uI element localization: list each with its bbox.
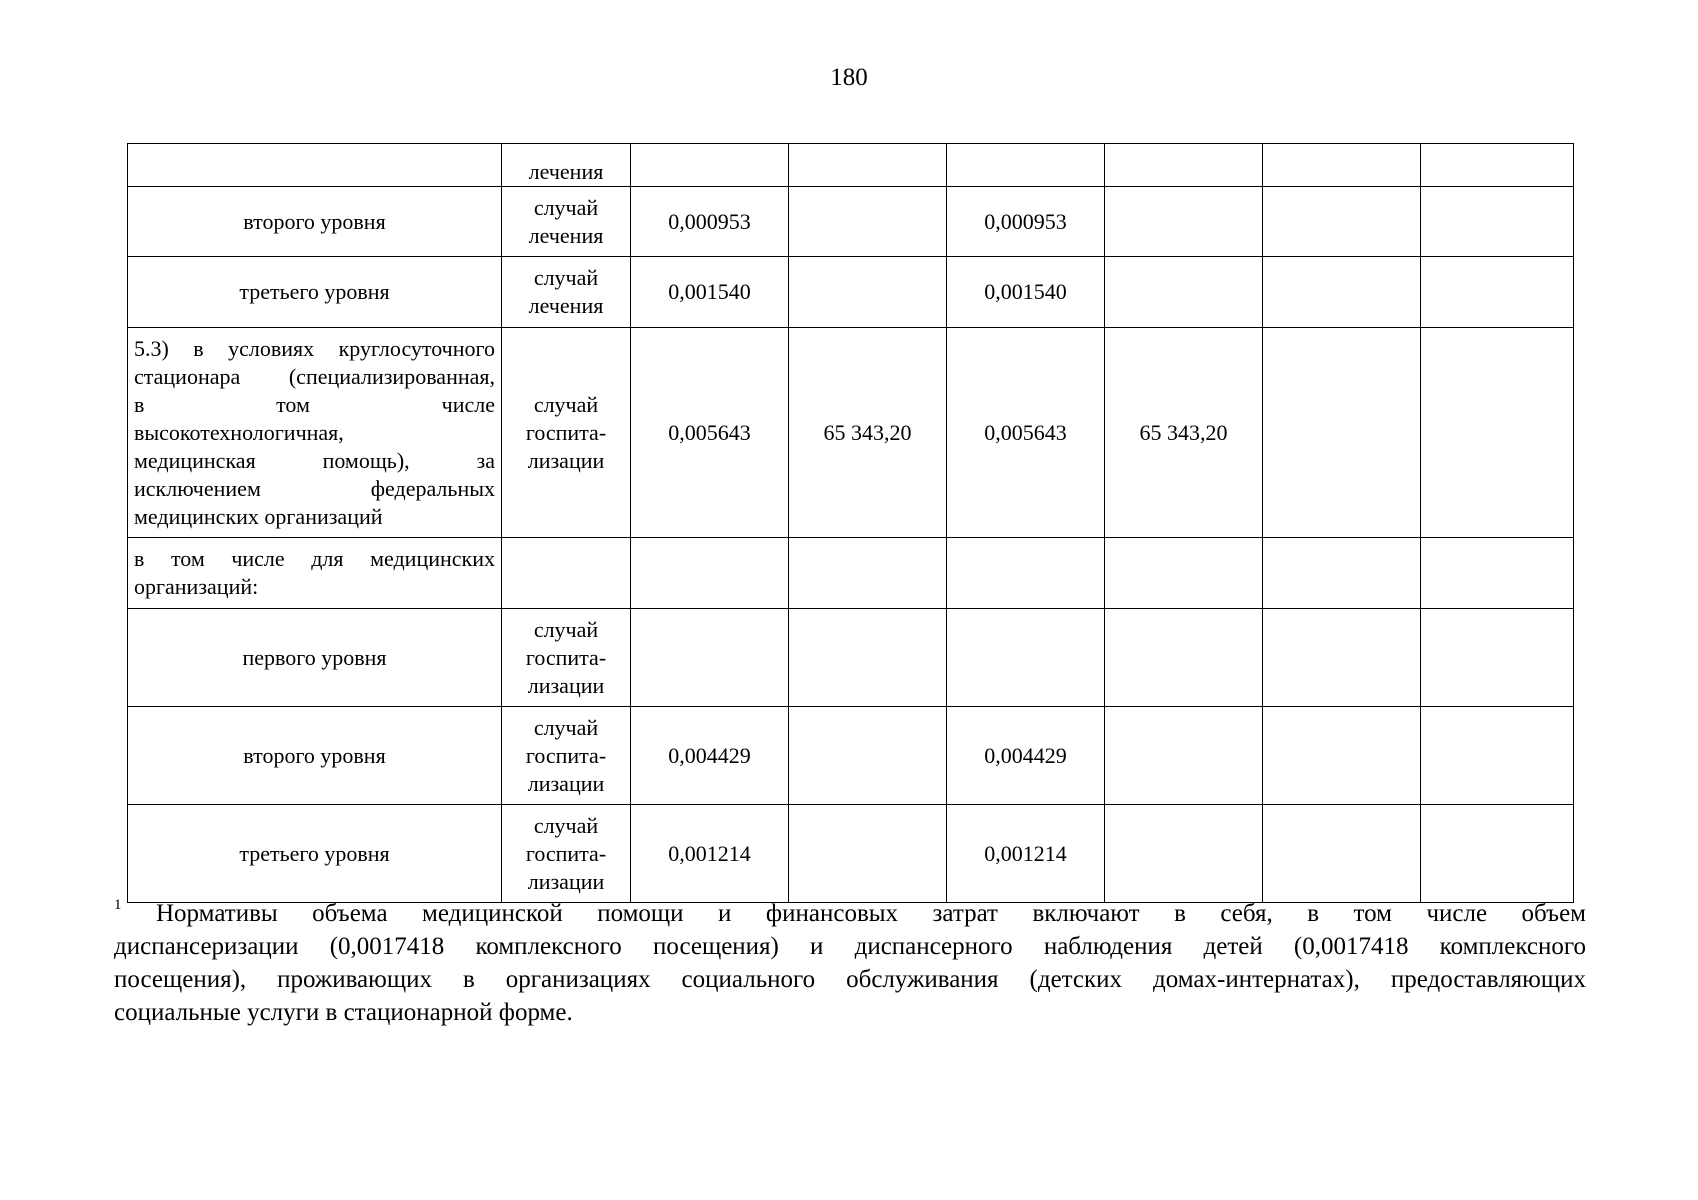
row-name-cell: третьего уровня [128,257,502,328]
unit-cell [502,187,631,257]
table-row [128,257,1574,328]
value-cell [1421,707,1574,805]
row-name-line: организаций: [134,574,259,599]
value-cell [631,609,789,707]
norms-table [127,143,1574,903]
value-cell: 0,001214 [631,805,789,903]
value-cell [789,187,947,257]
value-cell: 0,000953 [947,187,1105,257]
row-name-line: исключением федеральных [134,475,495,501]
footnote-line: посещения), проживающих в организациях социального обслуживания (детских домах-интернатах), предоставляющих [114,966,1586,993]
unit-cell [502,707,631,805]
value-cell [789,538,947,609]
value-cell [789,144,947,187]
footnote-line: социальные услуги в стационарной форме. [114,999,573,1026]
value-cell [789,707,947,805]
unit-text: случай [533,616,599,642]
footnote-line: диспансеризации (0,0017418 комплексного посещения) и диспансерного наблюдения детей (0,0017418 комплексного [114,933,1586,960]
unit-text: лечения [528,293,604,318]
value-cell: 0,000953 [631,187,789,257]
value-cell [1421,187,1574,257]
value-cell [1105,609,1263,707]
table-row [128,187,1574,257]
row-name-line: в том числе для медицинских [134,546,495,571]
row-name-cell: третьего уровня [128,805,502,903]
value-cell [789,609,947,707]
value-cell [1105,257,1263,328]
page-number: 180 [830,64,868,91]
value-cell: 0,005643 [947,328,1105,538]
unit-cell [502,805,631,903]
row-name-cell: второго уровня [128,187,502,257]
value-cell [1263,609,1421,707]
unit-text: лизации [527,868,605,894]
table-row [128,805,1574,903]
row-name-line: стационара (специализированная, [134,363,495,389]
unit-cell [502,328,631,538]
value-cell [1263,707,1421,805]
value-cell [947,144,1105,187]
table-row [128,707,1574,805]
row-name-line: в том числе [134,391,495,417]
value-cell [1421,257,1574,328]
value-cell [631,144,789,187]
row-name-cell [128,538,502,609]
row-name-line: медицинская помощь), за [134,447,495,473]
value-cell [789,257,947,328]
value-cell [1421,538,1574,609]
unit-cell [502,257,631,328]
value-cell [1263,257,1421,328]
value-cell [1105,144,1263,187]
value-cell [1421,328,1574,538]
value-cell [1105,805,1263,903]
value-cell [789,805,947,903]
unit-text: случай [533,391,599,417]
row-name-line: медицинских организаций [134,503,383,529]
value-cell [1421,805,1574,903]
unit-text: лизации [527,672,605,698]
unit-text: лечения [528,159,604,184]
value-cell [1105,538,1263,609]
unit-cell [502,538,631,609]
row-name-cell [128,144,502,187]
unit-text: госпита- [525,840,607,866]
table-row [128,144,1574,187]
footnote-line [114,897,1586,930]
unit-text: госпита- [525,644,607,670]
value-cell [1421,144,1574,187]
value-cell [631,538,789,609]
unit-text: госпита- [525,419,607,445]
value-cell: 0,005643 [631,328,789,538]
value-cell [1263,187,1421,257]
value-cell [1263,805,1421,903]
unit-text: случай [533,265,599,290]
row-name-cell [128,328,502,538]
unit-cell [502,609,631,707]
value-cell [947,538,1105,609]
table-row [128,538,1574,609]
value-cell: 65 343,20 [1105,328,1263,538]
row-name-line: 5.3) в условиях круглосуточного [134,335,495,361]
unit-text: лизации [527,770,605,796]
unit-text: случай [533,714,599,740]
value-cell [1263,538,1421,609]
unit-text: лечения [528,222,604,248]
value-cell: 0,004429 [631,707,789,805]
unit-text: случай [533,812,599,838]
value-cell [1421,609,1574,707]
row-name-line: высокотехнологичная, [134,419,344,445]
unit-text: госпита- [525,742,607,768]
unit-text: случай [533,194,599,220]
footnote-text: Нормативы объема медицинской помощи и финансовых затрат включают в себя, в том числе объем [156,900,1586,927]
unit-text: лизации [527,447,605,473]
value-cell: 0,004429 [947,707,1105,805]
value-cell [947,609,1105,707]
value-cell: 0,001214 [947,805,1105,903]
unit-cell [502,144,631,187]
row-name-cell: первого уровня [128,609,502,707]
value-cell [1105,187,1263,257]
footnote [114,897,1586,1029]
row-name-cell: второго уровня [128,707,502,805]
footnote-marker: 1 [114,897,122,913]
table-row [128,328,1574,538]
table-row [128,609,1574,707]
value-cell [1263,328,1421,538]
value-cell [1105,707,1263,805]
value-cell: 65 343,20 [789,328,947,538]
value-cell: 0,001540 [947,257,1105,328]
value-cell: 0,001540 [631,257,789,328]
value-cell [1263,144,1421,187]
